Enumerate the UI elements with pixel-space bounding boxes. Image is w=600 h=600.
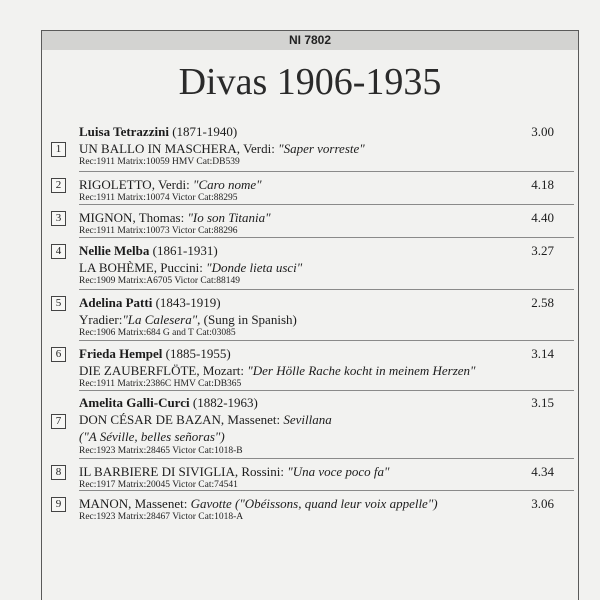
divider <box>79 289 574 290</box>
track-time: 4.40 <box>531 210 554 225</box>
track-title <box>79 312 297 328</box>
track-title <box>79 464 390 480</box>
aria-title: "Una voce poco fa" <box>287 464 390 479</box>
work-title: MIGNON, Thomas: <box>79 210 188 225</box>
track-number: 2 <box>51 178 66 193</box>
work-title: IL BARBIERE DI SIVIGLIA, Rossini: <box>79 464 288 479</box>
track-number: 5 <box>51 296 66 311</box>
singer-name: Amelita Galli-Curci <box>79 395 190 410</box>
work-title: Yradier: <box>79 312 123 327</box>
aria-extra: ("Obéissons, quand leur voix appelle") <box>231 496 438 511</box>
singer-line <box>79 243 218 259</box>
aria-title: "La Calesera" <box>122 312 198 327</box>
work-title: UN BALLO IN MASCHERA, Verdi: <box>79 141 279 156</box>
track-time: 4.34 <box>531 464 554 479</box>
aria-title: "Io son Titania" <box>187 210 271 225</box>
divider <box>79 204 574 205</box>
aria-title: Gavotte <box>190 496 232 511</box>
track-time: 4.18 <box>531 177 554 192</box>
track-title <box>79 141 365 157</box>
singer-line <box>79 124 237 140</box>
record-info: Rec:1911 Matrix:2386C HMV Cat:DB365 <box>79 379 242 389</box>
track-title <box>79 177 262 193</box>
track-title <box>79 210 271 226</box>
singer-years: (1843-1919) <box>155 295 221 310</box>
language-note: , (Sung in Spanish) <box>197 312 297 327</box>
record-info: Rec:1911 Matrix:10073 Victor Cat:88296 <box>79 226 238 236</box>
singer-name: Luisa Tetrazzini <box>79 124 169 139</box>
track-number: 7 <box>51 414 66 429</box>
aria-title: "Der Hölle Rache kocht in meinem Herzen" <box>247 363 476 378</box>
aria-title: "Donde lieta usci" <box>206 260 303 275</box>
track-title <box>79 363 476 379</box>
catalog-number: NI 7802 <box>42 31 578 50</box>
track-number: 1 <box>51 142 66 157</box>
work-title: MANON, Massenet: <box>79 496 191 511</box>
aria-title: "Saper vorreste" <box>278 141 365 156</box>
track-time: 3.14 <box>531 346 554 361</box>
page-title: Divas 1906-1935 <box>178 61 442 103</box>
track-number: 8 <box>51 465 66 480</box>
record-info: Rec:1909 Matrix:A6705 Victor Cat:88149 <box>79 276 240 286</box>
singer-years: (1882-1963) <box>192 395 258 410</box>
aria-title: Sevillana <box>283 412 332 427</box>
record-info: Rec:1923 Matrix:28465 Victor Cat:1018-B <box>79 446 243 456</box>
singer-name: Adelina Patti <box>79 295 153 310</box>
track-subtitle <box>79 429 225 445</box>
record-info: Rec:1911 Matrix:10074 Victor Cat:88295 <box>79 193 238 203</box>
track-number: 3 <box>51 211 66 226</box>
track-number: 6 <box>51 347 66 362</box>
singer-line <box>79 295 221 311</box>
divider <box>79 490 574 491</box>
aria-subtitle: ("A Séville, belles señoras") <box>79 429 225 444</box>
record-info: Rec:1917 Matrix:20045 Victor Cat:74541 <box>79 480 238 490</box>
divider <box>79 340 574 341</box>
singer-line <box>79 346 231 362</box>
track-title <box>79 496 438 512</box>
track-time: 3.06 <box>531 496 554 511</box>
record-info: Rec:1923 Matrix:28467 Victor Cat:1018-A <box>79 512 244 522</box>
record-info: Rec:1911 Matrix:10059 HMV Cat:DB539 <box>79 157 240 167</box>
singer-years: (1885-1955) <box>165 346 231 361</box>
record-info: Rec:1906 Matrix:684 G and T Cat:03085 <box>79 328 236 338</box>
work-title: RIGOLETTO, Verdi: <box>79 177 193 192</box>
track-number: 4 <box>51 244 66 259</box>
track-time: 2.58 <box>531 295 554 310</box>
booklet-frame <box>41 30 579 600</box>
singer-name: Nellie Melba <box>79 243 150 258</box>
divider <box>79 458 574 459</box>
track-number: 9 <box>51 497 66 512</box>
aria-title: "Caro nome" <box>192 177 262 192</box>
track-title <box>79 412 332 428</box>
singer-name: Frieda Hempel <box>79 346 163 361</box>
work-title: DON CÉSAR DE BAZAN, Massenet: <box>79 412 284 427</box>
work-title: LA BOHÈME, Puccini: <box>79 260 207 275</box>
work-title: DIE ZAUBERFLÖTE, Mozart: <box>79 363 248 378</box>
divider <box>79 171 574 172</box>
singer-line <box>79 395 258 411</box>
track-title <box>79 260 302 276</box>
track-time: 3.27 <box>531 243 554 258</box>
divider <box>79 237 574 238</box>
divider <box>79 390 574 391</box>
singer-years: (1871-1940) <box>172 124 238 139</box>
singer-years: (1861-1931) <box>152 243 218 258</box>
track-time: 3.00 <box>531 124 554 139</box>
track-time: 3.15 <box>531 395 554 410</box>
